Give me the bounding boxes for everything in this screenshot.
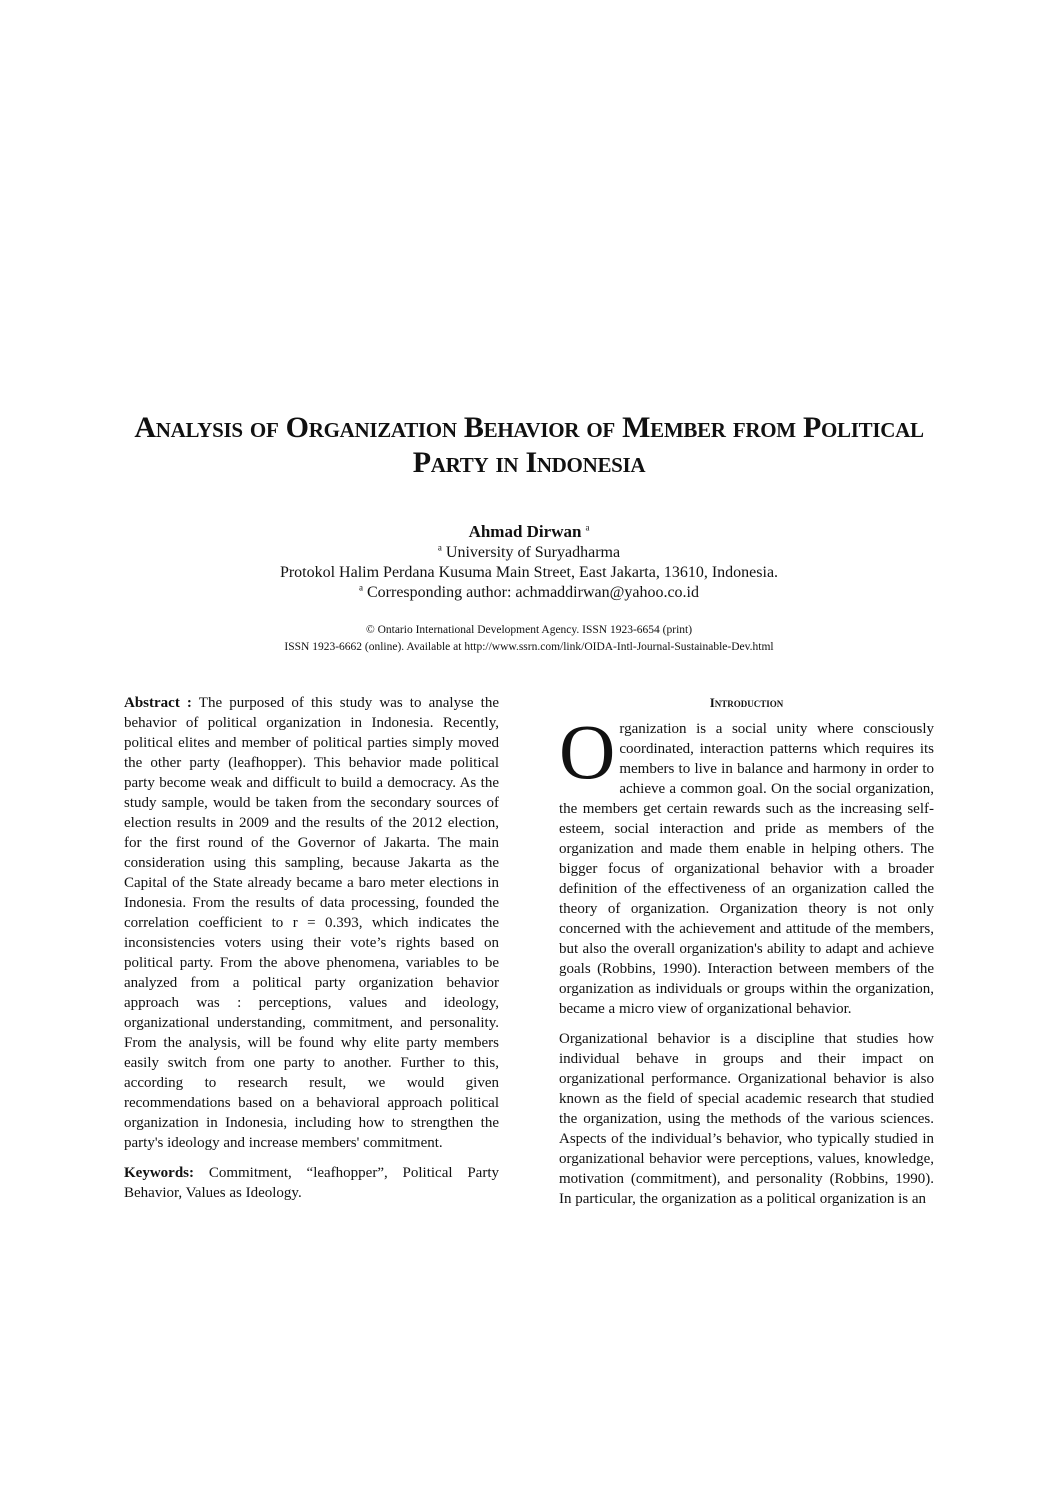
right-column bbox=[559, 693, 934, 1219]
affiliation: University of Suryadharma bbox=[445, 544, 621, 561]
keywords-text: Commitment, “leafhopper”, Political Party Behavior, Values as Ideology. bbox=[124, 1165, 499, 1201]
publisher-info bbox=[150, 622, 908, 656]
paper-title: Analysis of Organization Behavior of Member from Political Party in Indonesia bbox=[134, 411, 924, 479]
author-name: Ahmad Dirwan bbox=[468, 522, 582, 541]
corresponding-mark: a bbox=[359, 582, 363, 593]
author-block bbox=[200, 522, 858, 603]
author-line bbox=[200, 522, 858, 543]
keywords-label: Keywords: bbox=[124, 1165, 194, 1181]
introduction-heading: Introduction bbox=[709, 695, 784, 710]
left-column bbox=[124, 693, 499, 1213]
corresponding-author: Corresponding author: achmaddirwan@yahoo.co.id bbox=[367, 584, 699, 601]
introduction-paragraph-2: Organizational behavior is a discipline that studies how individual behave in groups and their impact on organizational performance. Organizational behavior is also known as the field of special academic research that studied the organization, using the methods of the various sciences. Aspects of the individual’s behavior, who typically studied in organizational behavior were perceptions, values, knowledge, motivation (commitment), and personality (Robbins, 1990). In particular, the organization as a political organization is an bbox=[559, 1031, 934, 1207]
introduction-paragraph-1 bbox=[559, 708, 934, 1019]
drop-cap: O bbox=[559, 708, 616, 795]
keywords bbox=[124, 1163, 499, 1203]
affiliation-mark: a bbox=[437, 542, 442, 553]
abstract bbox=[124, 693, 499, 1153]
affiliation-line bbox=[200, 543, 858, 563]
issn-print: © Ontario International Development Agency. ISSN 1923-6654 (print) bbox=[365, 624, 693, 636]
abstract-text: The purposed of this study was to analyse the behavior of political organization in Indonesia. Recently, political elites and member of political parties simply moved the other party (leafhopper). This behavior made political party become weak and difficult to build a democracy. As the study sample, would be taken from the secondary sources of election results in 2009 and the results of the 2012 election, for the first round of the Governor of Jakarta. The main consideration using this sampling, because Jakarta as the Capital of the State already became a baro meter elections in Indonesia. From the results of data processing, founded the correlation coefficient to r = 0.393, which indicates the inconsistencies voters using their vote’s rights based on political party. From the above phenomena, variables to be analyzed from a political party organization behavior approach was : perceptions, values and ideology, organizational understanding, commitment, and personality. From the analysis, will be found why elite party members easily switch from one party to another. Further to this, according to research result, we would given recommendations based on a behavioral approach political organization in Indonesia, including how to strengthen the party's ideology and increase members' commitment. bbox=[124, 695, 500, 1151]
address: Protokol Halim Perdana Kusuma Main Street, East Jakarta, 13610, Indonesia. bbox=[279, 564, 779, 581]
corresponding-line bbox=[200, 583, 858, 603]
paragraph-text: rganization is a social unity where consciously coordinated, interaction patterns which requires its members to live in balance and harmony in order to achieve a common goal. On the social organization, the members get certain rewards such as the increasing self-esteem, social interaction and pride as members of the organization and made them enable in helping others. The bigger focus of organizational behavior with a broader definition of the effectiveness of an organization called the theory of organization. Organization theory is not only concerned with the achievement and attitude of the members, but also the overall organization's ability to adapt and achieve goals (Robbins, 1990). Interaction between members of the organization as individuals or groups within the organization, became a micro view of organizational behavior. bbox=[559, 721, 934, 1017]
abstract-label: Abstract : bbox=[124, 695, 192, 711]
issn-online: ISSN 1923-6662 (online). Available at http://www.ssrn.com/link/OIDA-Intl-Journal-Sustainable-Dev.html bbox=[284, 641, 774, 653]
author-mark: a bbox=[585, 522, 590, 533]
